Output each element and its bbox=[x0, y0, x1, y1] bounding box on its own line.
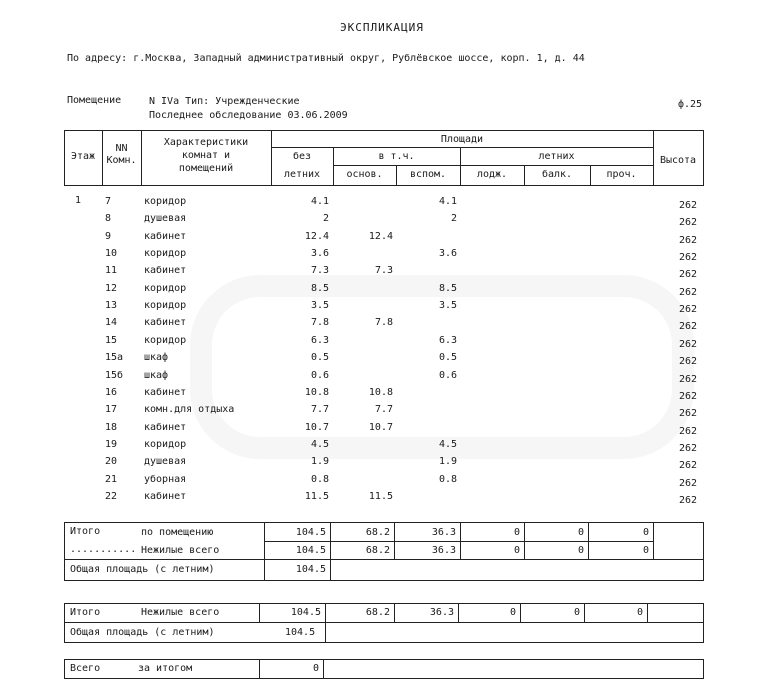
room-number: 13 bbox=[105, 300, 118, 311]
totals1-label: Итого bbox=[70, 526, 101, 537]
totals1-row2-prefix: ........... bbox=[70, 544, 137, 555]
total-cell: 0 bbox=[636, 607, 643, 618]
room-area-total: 6.3 bbox=[310, 335, 329, 346]
room-height: 262 bbox=[678, 356, 697, 367]
room-name: кабинет bbox=[144, 317, 187, 328]
room-area-main: 7.7 bbox=[374, 404, 393, 415]
totals1-total-value: 104.5 bbox=[295, 564, 326, 575]
col-height: Высота bbox=[659, 155, 697, 166]
room-name: коридор bbox=[144, 283, 187, 294]
room-height: 262 bbox=[678, 217, 697, 228]
total-cell: 104.5 bbox=[290, 607, 321, 618]
total-cell: 36.3 bbox=[431, 545, 456, 556]
premise-label: Помещение bbox=[67, 95, 122, 106]
total-cell: 36.3 bbox=[429, 607, 454, 618]
total-cell: 0 bbox=[513, 527, 520, 538]
room-area-main: 12.4 bbox=[368, 231, 393, 242]
total-cell: 0 bbox=[573, 607, 580, 618]
room-area-main: 7.3 bbox=[374, 265, 393, 276]
room-number: 21 bbox=[105, 474, 118, 485]
room-number: 14 bbox=[105, 317, 118, 328]
room-area-aux: 4.5 bbox=[438, 439, 457, 450]
room-area-total: 2 bbox=[322, 213, 329, 224]
room-area-total: 0.6 bbox=[310, 370, 329, 381]
room-area-aux: 8.5 bbox=[438, 283, 457, 294]
room-area-total: 10.8 bbox=[304, 387, 329, 398]
room-height: 262 bbox=[678, 252, 697, 263]
room-number: 16 bbox=[105, 387, 118, 398]
room-area-aux: 0.6 bbox=[438, 370, 457, 381]
col-loggia: лодж. bbox=[476, 169, 508, 180]
room-name: коридор bbox=[144, 196, 187, 207]
room-number: 9 bbox=[105, 231, 112, 242]
room-area-main: 7.8 bbox=[374, 317, 393, 328]
room-area-total: 1.9 bbox=[310, 456, 329, 467]
room-area-aux: 0.8 bbox=[438, 474, 457, 485]
room-name: коридор bbox=[144, 439, 187, 450]
room-area-total: 0.8 bbox=[310, 474, 329, 485]
col-summer: летних bbox=[538, 151, 575, 162]
room-area-total: 8.5 bbox=[310, 283, 329, 294]
room-area-aux: 3.5 bbox=[438, 300, 457, 311]
total-cell: 0 bbox=[577, 527, 584, 538]
room-area-total: 4.1 bbox=[310, 196, 329, 207]
room-name: кабинет bbox=[144, 491, 187, 502]
room-name: кабинет bbox=[144, 265, 187, 276]
room-area-total: 7.7 bbox=[310, 404, 329, 415]
room-name: коридор bbox=[144, 248, 187, 259]
room-name: душевая bbox=[144, 456, 187, 467]
room-height: 262 bbox=[678, 495, 697, 506]
totals1-row1-label: по помещению bbox=[141, 527, 214, 538]
total-cell: 0 bbox=[577, 545, 584, 556]
room-height: 262 bbox=[678, 443, 697, 454]
totals1-row2-label: Нежилые всего bbox=[141, 545, 220, 556]
room-name: шкаф bbox=[144, 352, 169, 363]
room-area-aux: 2 bbox=[450, 213, 457, 224]
total-cell: 36.3 bbox=[431, 527, 456, 538]
totals2-total-label: Общая площадь (с летним) bbox=[70, 627, 215, 638]
page-title: ЭКСПЛИКАЦИЯ bbox=[340, 21, 424, 34]
room-area-total: 4.5 bbox=[310, 439, 329, 450]
room-area-main: 10.7 bbox=[368, 422, 393, 433]
totals2-total-value: 104.5 bbox=[285, 627, 316, 638]
room-name: комн.для отдыха bbox=[144, 404, 235, 415]
col-aux: вспом. bbox=[409, 169, 447, 180]
room-name: коридор bbox=[144, 335, 187, 346]
total-cell: 0 bbox=[642, 527, 649, 538]
room-area-aux: 1.9 bbox=[438, 456, 457, 467]
room-height: 262 bbox=[678, 478, 697, 489]
grand-value: 0 bbox=[312, 663, 319, 674]
total-cell: 68.2 bbox=[365, 607, 390, 618]
total-cell: 68.2 bbox=[365, 527, 390, 538]
grand-sub: за итогом bbox=[138, 663, 193, 674]
total-cell: 0 bbox=[513, 545, 520, 556]
premise-value: N IVа Тип: Учрежденческие bbox=[149, 96, 300, 107]
room-height: 262 bbox=[678, 460, 697, 471]
room-height: 262 bbox=[678, 200, 697, 211]
survey-date: Последнее обследование 03.06.2009 bbox=[149, 110, 348, 121]
room-area-total: 3.5 bbox=[310, 300, 329, 311]
col-main: основ. bbox=[346, 169, 383, 180]
room-number: 20 bbox=[105, 456, 118, 467]
room-number: 18 bbox=[105, 422, 118, 433]
total-cell: 0 bbox=[642, 545, 649, 556]
room-name: шкаф bbox=[144, 370, 169, 381]
totals2-label: Итого bbox=[70, 607, 101, 618]
total-cell: 104.5 bbox=[295, 527, 326, 538]
room-height: 262 bbox=[678, 408, 697, 419]
col-char-3: помещений bbox=[178, 163, 234, 174]
col-balcony: балк. bbox=[541, 169, 573, 180]
room-area-main: 11.5 bbox=[368, 491, 393, 502]
room-height: 262 bbox=[678, 339, 697, 350]
room-height: 262 bbox=[678, 287, 697, 298]
col-nn: NN bbox=[115, 143, 128, 154]
col-floor: Этаж bbox=[70, 151, 96, 162]
room-height: 262 bbox=[678, 391, 697, 402]
room-number: 8 bbox=[105, 213, 112, 224]
room-number: 15а bbox=[105, 352, 124, 363]
room-area-total: 0.5 bbox=[310, 352, 329, 363]
room-number: 7 bbox=[105, 196, 112, 207]
col-nn-room: Комн. bbox=[106, 155, 137, 166]
form-number: ф.25 bbox=[678, 99, 703, 110]
col-char-2: комнат и bbox=[181, 150, 231, 161]
room-name: коридор bbox=[144, 300, 187, 311]
room-name: кабинет bbox=[144, 422, 187, 433]
room-name: душевая bbox=[144, 213, 187, 224]
address-line: По адресу: г.Москва, Западный административный округ, Рублёвское шоссе, корп. 1, д. 44 bbox=[67, 53, 585, 64]
room-area-aux: 3.6 bbox=[438, 248, 457, 259]
col-areas: Площади bbox=[440, 134, 484, 145]
total-cell: 104.5 bbox=[295, 545, 326, 556]
col-without: без bbox=[292, 151, 312, 162]
room-height: 262 bbox=[678, 269, 697, 280]
room-area-aux: 4.1 bbox=[438, 196, 457, 207]
room-name: кабинет bbox=[144, 387, 187, 398]
room-area-total: 7.3 bbox=[310, 265, 329, 276]
room-height: 262 bbox=[678, 374, 697, 385]
col-without-summer: летних bbox=[283, 169, 321, 180]
room-name: кабинет bbox=[144, 231, 187, 242]
col-incl: в т.ч. bbox=[378, 151, 415, 162]
room-number: 15 bbox=[105, 335, 118, 346]
total-cell: 0 bbox=[509, 607, 516, 618]
room-area-main: 10.8 bbox=[368, 387, 393, 398]
room-area-aux: 0.5 bbox=[438, 352, 457, 363]
room-number: 22 bbox=[105, 491, 118, 502]
room-height: 262 bbox=[678, 304, 697, 315]
room-number: 12 bbox=[105, 283, 118, 294]
grand-label: Всего bbox=[70, 663, 101, 674]
room-area-total: 11.5 bbox=[304, 491, 329, 502]
col-char-1: Характеристики bbox=[163, 137, 249, 148]
room-number: 15б bbox=[105, 370, 124, 381]
col-other: проч. bbox=[606, 169, 637, 180]
room-area-total: 10.7 bbox=[304, 422, 329, 433]
room-number: 11 bbox=[105, 265, 118, 276]
room-height: 262 bbox=[678, 321, 697, 332]
room-height: 262 bbox=[678, 235, 697, 246]
room-height: 262 bbox=[678, 426, 697, 437]
totals2-row-label: Нежилые всего bbox=[141, 607, 220, 618]
room-area-total: 3.6 bbox=[310, 248, 329, 259]
total-cell: 68.2 bbox=[365, 545, 390, 556]
room-name: уборная bbox=[144, 474, 187, 485]
room-area-total: 7.8 bbox=[310, 317, 329, 328]
totals1-total-label: Общая площадь (с летним) bbox=[70, 564, 215, 575]
room-area-aux: 6.3 bbox=[438, 335, 457, 346]
room-number: 17 bbox=[105, 404, 118, 415]
room-number: 10 bbox=[105, 248, 118, 259]
room-area-total: 12.4 bbox=[304, 231, 329, 242]
floor-value: 1 bbox=[75, 195, 82, 206]
room-number: 19 bbox=[105, 439, 118, 450]
